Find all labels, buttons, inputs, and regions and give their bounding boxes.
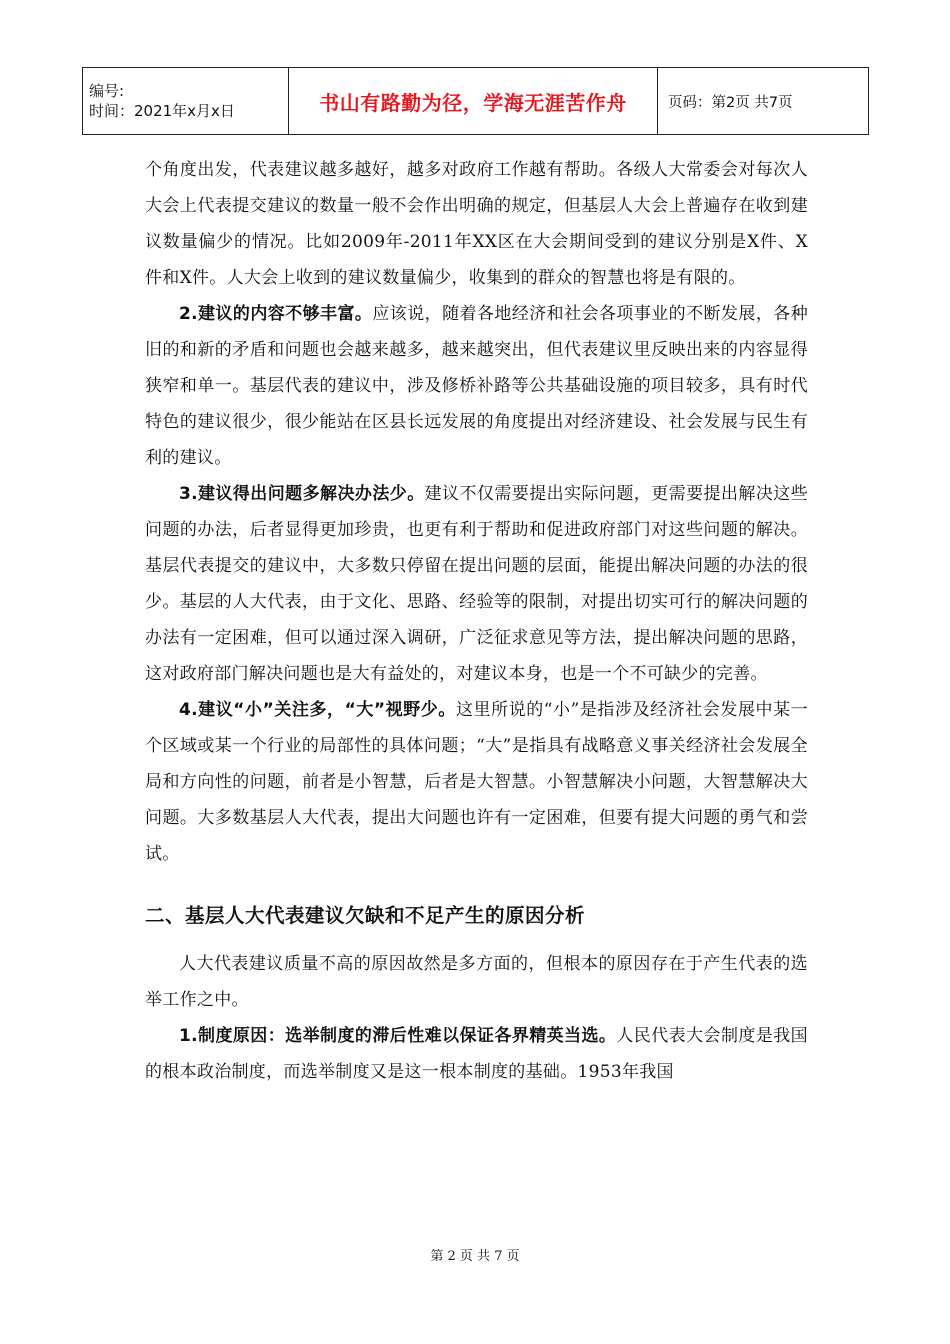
paragraph-item-3 (145, 476, 808, 692)
reason-1-text: 人民代表大会制度是我国的根本政治制度，而选举制度又是这一根本制度的基础。1953年我国 (145, 1026, 808, 1082)
header-page-info: 页码：第2页 共7页 (658, 68, 869, 135)
section-2-title: 二、基层人大代表建议欠缺和不足产生的原因分析 (145, 904, 586, 927)
item-3-text: 建议不仅需要提出实际问题，更需要提出解决这些问题的办法，后者显得更加珍贵，也更有利于帮助和促进政府部门对这些问题的解决。基层代表提交的建议中，大多数只停留在提出问题的层面，能提出解决问题的办法的很少。基层的人大代表，由于文化、思路、经验等的限制，对提出切实可行的解决问题的办法有一定困难，但可以通过深入调研，广泛征求意见等方法，提出解决问题的思路，这对政府部门解决问题也是大有益处的，对建议本身，也是一个不可缺少的完善。 (145, 484, 808, 684)
page-footer: 第 2 页 共 7 页 (430, 1249, 520, 1264)
section-2-intro: 人大代表建议质量不高的原因故然是多方面的，但根本的原因存在于产生代表的选举工作之中。 (145, 954, 808, 1010)
header-meta-cell (83, 68, 289, 135)
time-label: 时间：2021年x月x日 (89, 102, 235, 120)
item-3-heading: 3.建议得出问题多解决办法少。 (179, 484, 425, 504)
document-body (145, 152, 808, 1090)
reason-1-heading: 1.制度原因：选举制度的滞后性难以保证各界精英当选。 (179, 1026, 617, 1046)
item-4-text: 这里所说的“小”是指涉及经济社会发展中某一个区域或某一个行业的局部性的具体问题；“大”是指具有战略意义事关经济社会发展全局和方向性的问题，前者是小智慧，后者是大智慧。小智慧解决小问题，大智慧解决大问题。大多数基层人大代表，提出大问题也许有一定困难，但要有提大问题的勇气和尝试。 (145, 700, 808, 864)
item-2-text: 应该说，随着各地经济和社会各项事业的不断发展，各种旧的和新的矛盾和问题也会越来越多，越来越突出，但代表建议里反映出来的内容显得狭窄和单一。基层代表的建议中，涉及修桥补路等公共基础设施的项目较多，具有时代特色的建议很少，很少能站在区县长远发展的角度提出对经济建设、社会发展与民生有利的建议。 (145, 304, 809, 468)
paragraph-reason-1 (145, 1018, 808, 1090)
header-motto: 书山有路勤为径，学海无涯苦作舟 (289, 68, 658, 135)
paragraph-item-4 (145, 692, 808, 872)
paragraph-continued: 个角度出发，代表建议越多越好，越多对政府工作越有帮助。各级人大常委会对每次人大会上代表提交建议的数量一般不会作出明确的规定，但基层人大会上普遍存在收到建议数量偏少的情况。比如2009年-2011年XX区在大会期间受到的建议分别是X件、X件和X件。人大会上收到的建议数量偏少，收集到的群众的智慧也将是有限的。 (145, 160, 808, 288)
item-2-heading: 2.建议的内容不够丰富。 (179, 304, 373, 324)
item-4-heading: 4.建议“小”关注多，“大”视野少。 (179, 700, 456, 720)
document-header (82, 67, 869, 135)
paragraph-item-2 (145, 296, 808, 476)
number-label: 编号: (89, 82, 125, 100)
